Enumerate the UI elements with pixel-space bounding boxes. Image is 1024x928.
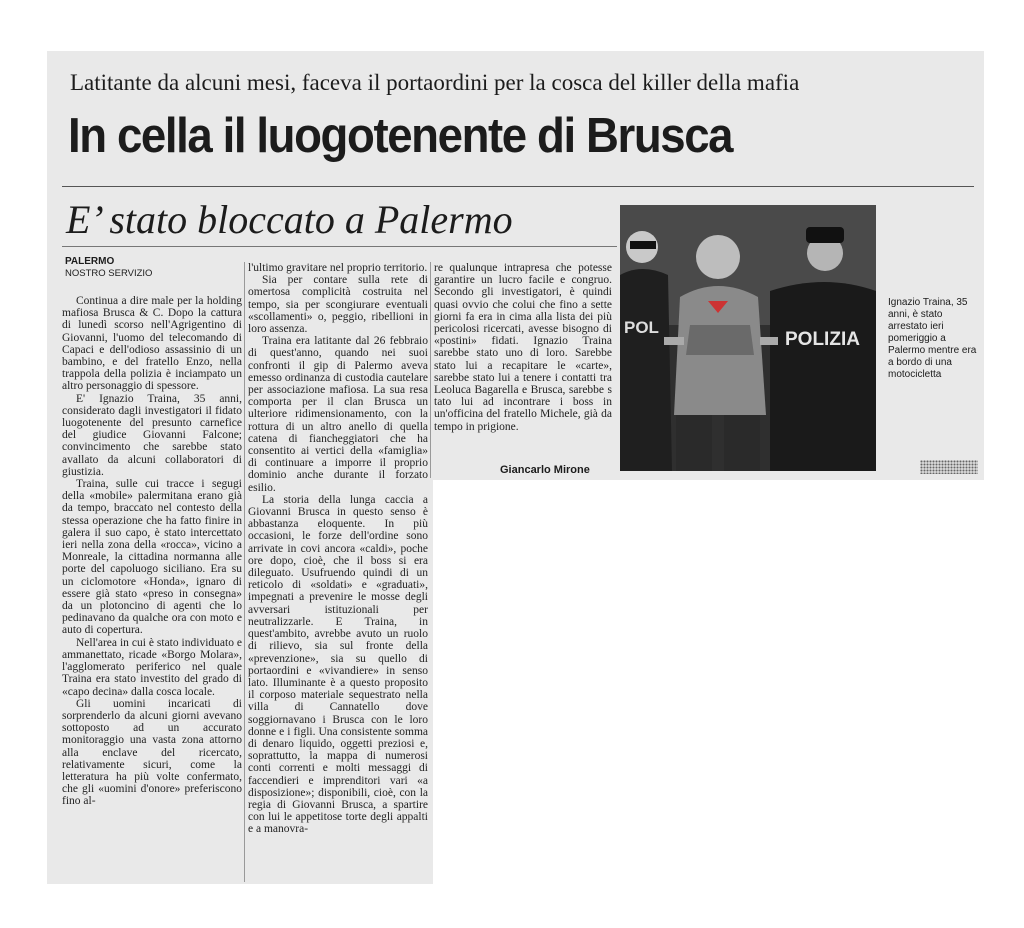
column-divider (430, 262, 431, 478)
paragraph: re qualunque intrapresa che potesse garantire un lucro facile e congruo. Secondo gli investigatori, è quindi quasi ovvio che colui che fino a sette giorni fa era in cima alla lista dei più pericolosi ricercati, avesse bisogno di «postini» fidati. Ignazio Traina sarebbe stato uno di loro. Sarebbe stato lui a recapitare le «carte», sarebbe stato lui a tenere i contatti tra Leoluca Bagarella e Brusca, sarebbe s tato lui ad incontrare i boss in un'officina del fratello Michele, già da tempo in prigione. (434, 262, 612, 433)
column-divider (244, 262, 245, 882)
service-line: NOSTRO SERVIZIO (65, 268, 153, 279)
paragraph: La storia della lunga caccia a Giovanni Brusca in questo senso è abbastanza eloquente. In più occasioni, le forze dell'ordine sono arrivate in covi ancora «caldi», poche ore dopo, cioè, che il boss si era dileguato. Usufruendo quindi di un reticolo di «soldati» e «graduati», impegnati a prevenire le mosse degli avversari istituzionali per neutralizzarle. E Traina, in quest'ambito, avrebbe avuto un ruolo di rilievo, sia sul fronte della «prevenzione», sia su quello di portaordini e «vivandiere» in senso lato. Illuminante è a questo proposito il corposo materiale sequestrato nella villa di Cannatello dove soggiornavano i Brusca con le loro donne e i figli. Una consistente somma di denaro liquido, oggetti preziosi e, soprattutto, la mappa di numerosi conti correnti e molti messaggi di faccendieri e imprenditori vari «a disposizione»; disponibili, cioè, con la regia di Giovanni Brusca, a spartire con lui le appetitose torte degli appalti e a manovra- (248, 493, 428, 836)
vest-text-left: POL (624, 318, 659, 337)
paragraph: Traina, sulle cui tracce i segugi della «mobile» palermitana erano già da tempo, braccato nel contesto della stessa operazione che ha fatto finire in galera il suo capo, è stato intercettato ieri nella zona della «rocca», vicino a Monreale, la cittadina normanna alle porte del capoluogo siciliano. Era su un ciclomotore «Honda», ignaro di essere già stato «preso in consegna» da un plotoncino di agenti che lo pedinavano da qualche ora con moto e auto di copertura. (62, 478, 242, 637)
arrest-photo (620, 205, 876, 471)
kicker: Latitante da alcuni mesi, faceva il portaordini per la cosca del killer della mafia (70, 70, 800, 95)
paragraph: Traina era latitante dal 26 febbraio di quest'anno, quando nei suoi confronti il gip di Palermo aveva emesso ordinanza di custodia cautelare per associazione mafiosa. La sua resa comporta per il clan Brusca un ulteriore ridimensionamento, con la rottura di un altro anello di quella catena di fiancheggiatori che ha consentito ai vertici della «famiglia» di continuare a imporre il proprio dominio anche durante il forzato esilio. (248, 335, 428, 494)
arrest-photo-illustration (620, 205, 876, 471)
vest-text-right: POLIZIA (785, 329, 860, 350)
subhead: E’ stato bloccato a Palermo (66, 197, 513, 242)
column-3 (434, 262, 612, 433)
paragraph: Continua a dire male per la holding mafiosa Brusca & C. Dopo la cattura di lunedì scorso nell'Agrigentino di Giovanni, l'uomo del telecomando di Capaci e dell'odioso assassinio di un bambino, e del fratello Enzo, nella trappola della polizia è inciampato un altro personaggio di spessore. (62, 295, 242, 393)
photo-caption: Ignazio Traina, 35 anni, è stato arrestato ieri pomeriggio a Palermo mentre era a bordo di una motocicletta (888, 297, 977, 380)
halftone-mark (920, 460, 978, 474)
author-signature: Giancarlo Mirone (500, 464, 590, 476)
dateline: PALERMO (65, 256, 115, 267)
subhead-rule (62, 246, 617, 247)
paragraph: l'ultimo gravitare nel proprio territorio. (248, 262, 428, 274)
column-1 (62, 295, 242, 808)
paragraph: E' Ignazio Traina, 35 anni, considerato dagli investigatori il fidato luogotenente del presunto carnefice del giudice Giovanni Falcone; convincimento che sarebbe stato avallato da alcuni collaboratori di giustizia. (62, 392, 242, 478)
paragraph: Nell'area in cui è stato individuato e ammanettato, ricade «Borgo Molara», l'agglomerato periferico nel quale Traina era stato investito del grado di «capo decina» dalla cosca locale. (62, 636, 242, 698)
paragraph: Gli uomini incaricati di sorprenderlo da alcuni giorni avevano sottoposto ad un accurato monitoraggio una vasta zona attorno alla enclave del ricercato, relativamente sicuri, come la letteratura ha più volte confermato, che gli «uomini d'onore» preferiscono fino al- (62, 697, 242, 808)
column-2 (248, 262, 428, 836)
paragraph: Sia per contare sulla rete di omertosa complicità costruita nel tempo, sia per scongiurare eventuali «scollamenti» o, peggio, ribellioni in loro assenza. (248, 274, 428, 336)
headline: In cella il luogotenente di Brusca (68, 109, 733, 163)
headline-rule (62, 186, 974, 187)
